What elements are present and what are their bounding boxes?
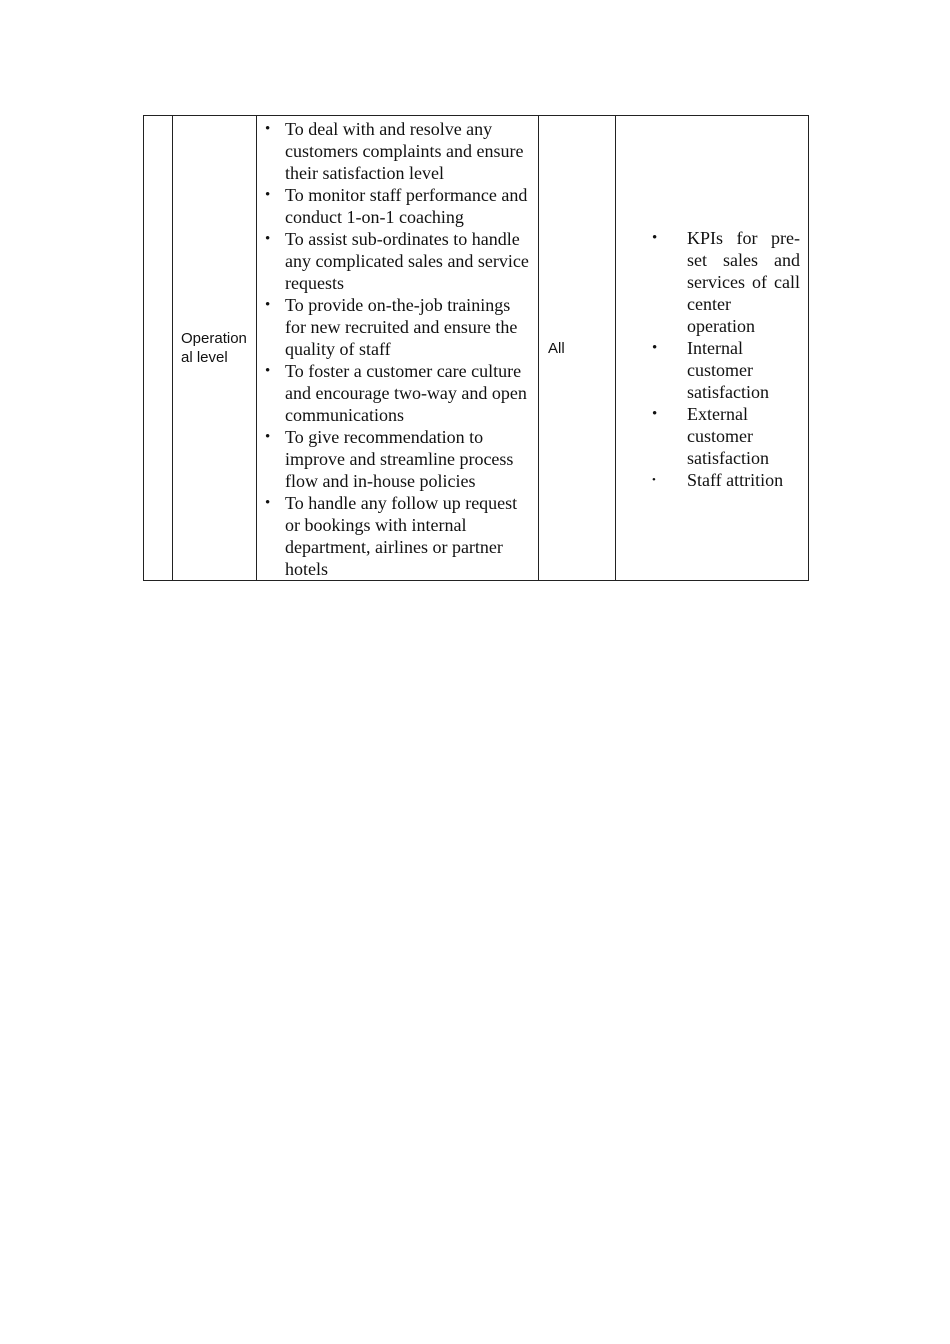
task-list xyxy=(257,116,538,580)
list-item xyxy=(257,360,532,426)
scope-cell xyxy=(539,116,616,581)
list-item xyxy=(616,403,800,469)
table-row xyxy=(144,116,809,581)
task-text: To deal with and resolve any customers complaints and ensure their satisfaction level xyxy=(285,119,524,183)
kpi-text: External customer satisfaction xyxy=(687,404,769,468)
task-text: To provide on-the-job trainings for new recruited and ensure the quality of staff xyxy=(285,295,518,359)
bullet-icon: • xyxy=(652,474,656,486)
bullet-icon: • xyxy=(265,495,271,511)
task-text: To assist sub-ordinates to handle any complicated sales and service requests xyxy=(285,229,529,293)
bullet-icon: • xyxy=(265,429,271,445)
level-label: Operational level xyxy=(181,330,247,366)
task-text: To handle any follow up request or bookings with internal department, airlines or partner hotels xyxy=(285,493,518,579)
list-item xyxy=(616,227,800,337)
bullet-icon: • xyxy=(265,187,271,203)
bullet-icon: • xyxy=(265,121,271,137)
bullet-icon: • xyxy=(265,231,271,247)
bullet-icon: • xyxy=(265,297,271,313)
bullet-icon: • xyxy=(265,363,271,379)
bullet-icon: • xyxy=(652,340,658,356)
duties-table xyxy=(143,115,809,581)
kpi-list xyxy=(616,227,808,491)
scope-label: All xyxy=(548,339,565,357)
tasks-cell xyxy=(257,116,539,581)
task-text: To monitor staff performance and conduct 1-on-1 coaching xyxy=(285,185,528,227)
list-item xyxy=(257,294,532,360)
kpi-text: Internal customer satisfaction xyxy=(687,338,769,402)
list-item xyxy=(616,337,800,403)
bullet-icon: • xyxy=(652,230,658,246)
list-item xyxy=(257,492,532,580)
level-cell xyxy=(173,116,257,581)
kpi-text: Staff attrition xyxy=(687,470,784,490)
list-item xyxy=(257,118,532,184)
bullet-icon: • xyxy=(652,406,658,422)
list-item xyxy=(257,184,532,228)
kpi-cell xyxy=(616,116,809,581)
list-item xyxy=(257,228,532,294)
task-text: To give recommendation to improve and streamline process flow and in-house policies xyxy=(285,427,514,491)
blank-cell xyxy=(144,116,173,581)
kpi-text: KPIs for pre-set sales and services of call center operation xyxy=(687,228,800,336)
list-item xyxy=(257,426,532,492)
list-item xyxy=(616,469,800,491)
task-text: To foster a customer care culture and encourage two-way and open communications xyxy=(285,361,527,425)
